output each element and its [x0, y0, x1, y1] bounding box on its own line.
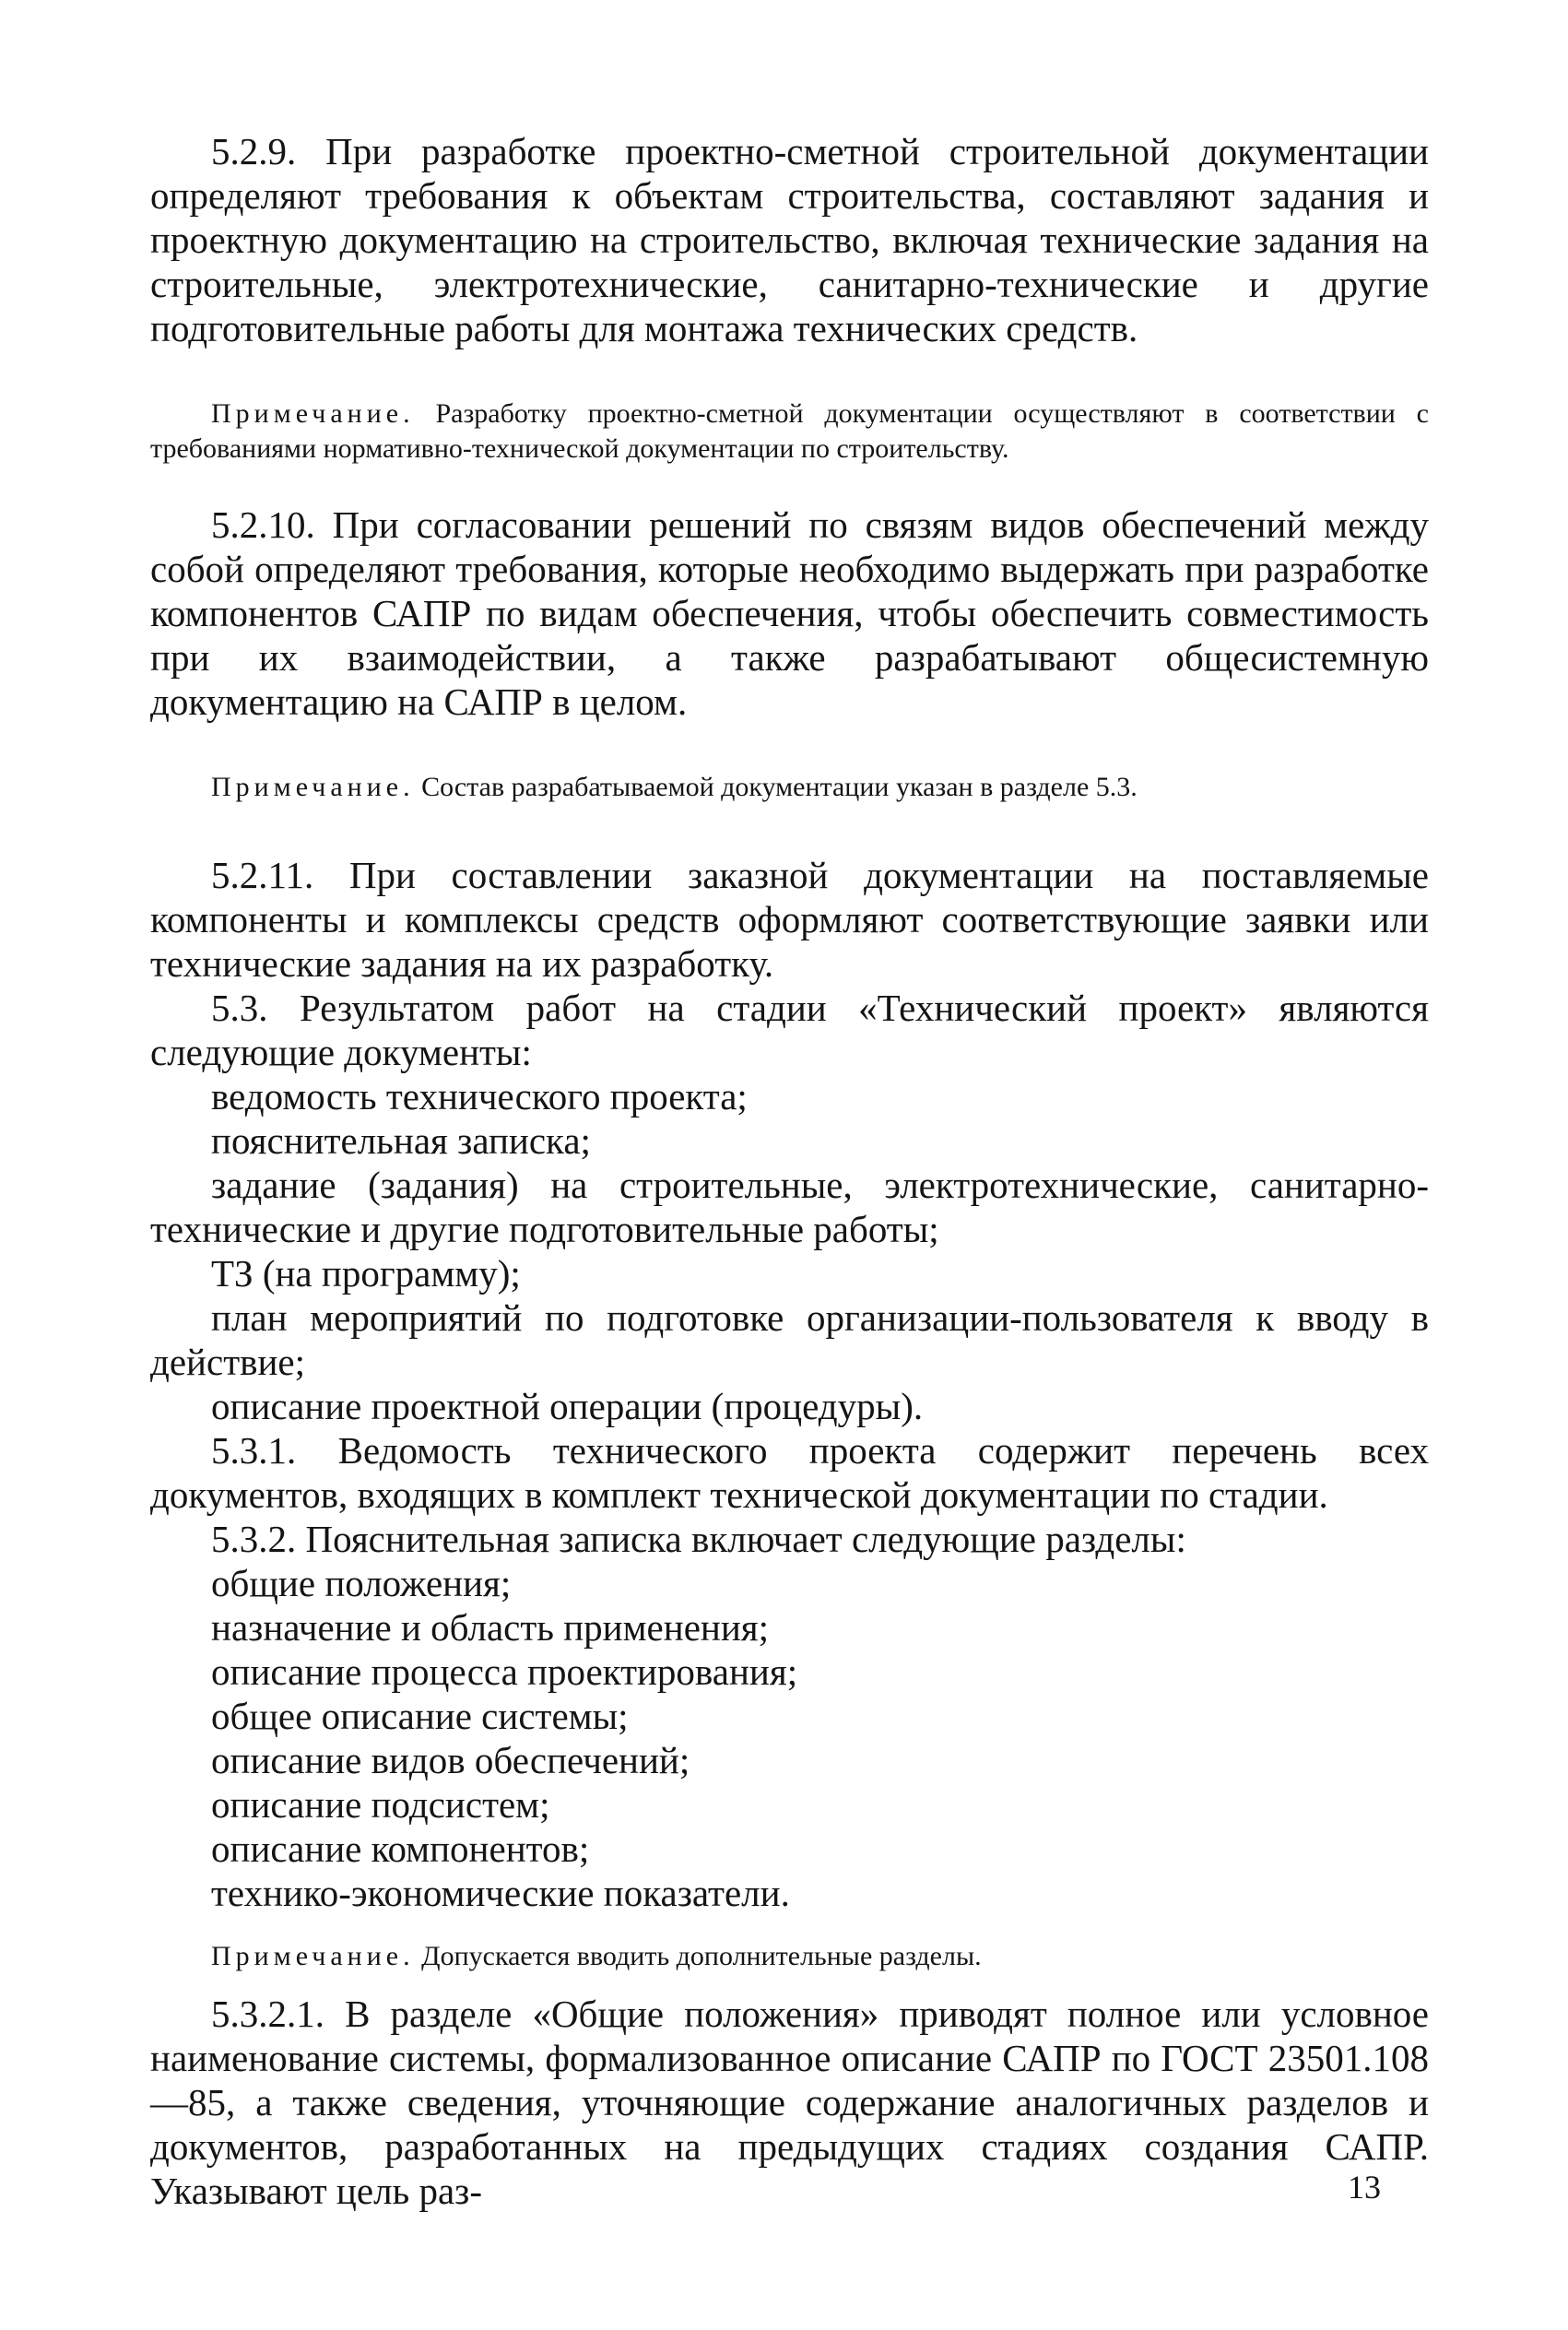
- paragraph-5-3: 5.3. Результатом работ на стадии «Технический проект» являются следующие документы:: [150, 987, 1429, 1073]
- note-text: Состав разрабатываемой документации указан в разделе 5.3.: [414, 772, 1138, 802]
- list-item: описание компонентов;: [211, 1827, 590, 1870]
- list-item: общее описание системы;: [211, 1695, 629, 1737]
- list-item: ведомость технического проекта;: [211, 1075, 748, 1118]
- list-item: описание проектной операции (процедуры).: [211, 1385, 924, 1427]
- page-number: 13: [1348, 2169, 1381, 2206]
- list-item: назначение и область применения;: [211, 1606, 770, 1649]
- paragraph-5-2-10: 5.2.10. При согласовании решений по связям видов обеспечений между собой определяют требования, которые необходимо выдержать при разработке компонентов САПР по видам обеспечения, чтобы обеспечить совместимость при их взаимодействии, а также разрабатывают общесистемную документацию на САПР в целом.: [150, 503, 1429, 723]
- note-label: Примечание.: [211, 398, 415, 429]
- paragraph-5-2-11: 5.2.11. При составлении заказной документации на поставляемые компоненты и комплексы средств оформляют соответствующие заявки или технические задания на их разработку.: [150, 854, 1429, 985]
- paragraph-5-2-9: 5.2.9. При разработке проектно-сметной строительной документации определяют требования к объектам строительства, составляют задания и проектную документацию на строительство, включая технические задания на строительные, электротехнические, санитарно-технические и другие подготовительные работы для монтажа технических средств.: [150, 130, 1429, 349]
- list-item: ТЗ (на программу);: [211, 1252, 521, 1295]
- list-item: описание подсистем;: [211, 1783, 550, 1826]
- list-item: пояснительная записка;: [211, 1119, 591, 1162]
- list-item: технико-экономические показатели.: [211, 1872, 790, 1914]
- list-item: описание процесса проектирования;: [211, 1650, 798, 1693]
- list-item: план мероприятий по подготовке организации-пользователя к вводу в действие;: [150, 1296, 1429, 1383]
- paragraph-5-3-2-1: 5.3.2.1. В разделе «Общие положения» приводят полное или условное наименование системы, формализованное описание САПР по ГОСТ 23501.108—85, а также сведения, уточняющие содержание аналогичных разделов и документов, разработанных на предыдущих стадиях создания САПР. Указывают цель раз-: [150, 1993, 1429, 2212]
- note-label: Примечание.: [211, 772, 415, 802]
- paragraph-5-3-1: 5.3.1. Ведомость технического проекта содержит перечень всех документов, входящих в комплект технической документации по стадии.: [150, 1429, 1429, 1516]
- note-text: Допускается вводить дополнительные разделы.: [414, 1941, 982, 1971]
- list-item: общие положения;: [211, 1562, 512, 1604]
- note-1: [150, 396, 1429, 467]
- note-label: Примечание.: [211, 1941, 415, 1971]
- list-item: задание (задания) на строительные, электротехнические, санитарно-технические и другие подготовительные работы;: [150, 1164, 1429, 1250]
- note-2: [150, 770, 1429, 805]
- paragraph-5-3-2: 5.3.2. Пояснительная записка включает следующие разделы:: [211, 1518, 1186, 1560]
- note-text: Разработку проектно-сметной документации осуществляют в соответствии с требованиями нормативно-технической документации по строительству.: [150, 398, 1429, 464]
- list-item: описание видов обеспечений;: [211, 1739, 690, 1781]
- note-3: [150, 1939, 1429, 1974]
